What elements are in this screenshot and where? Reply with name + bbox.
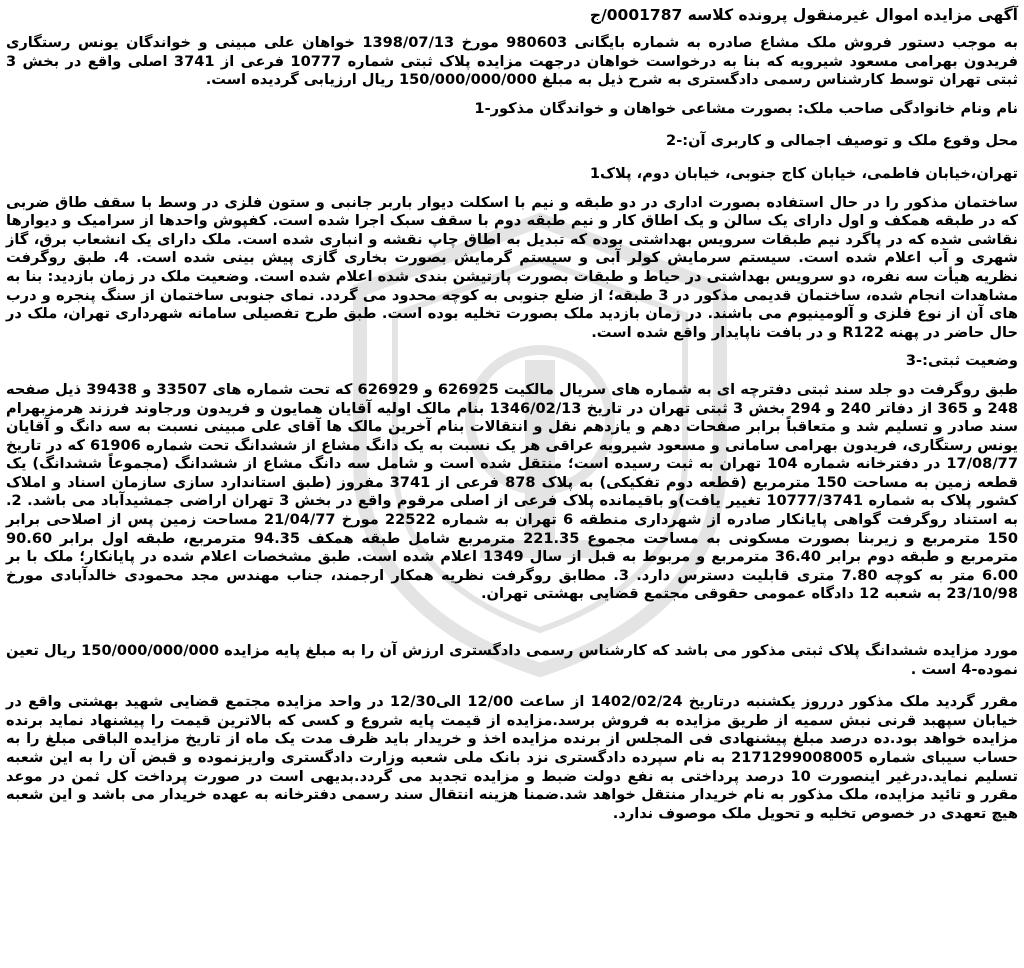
property-description: ساختمان مذکور را در حال استفاده بصورت اداری در دو طبقه و نیم با اسکلت دیوار باربر جانبی و ستون فلزی در وسط با سقف طاق ضربی که در طبقه همکف و اول دارای یک سالن و یک اطاق کار و نیم طبقه دوم با سقف سبک اجرا شده است. کفپوش واحدها از سرامیک و دیوارها نقاشی شده که در پاگرد نیم طبقات سرویس بهداشتی بوده که تبدیل به اطاق چاپ نقشه و انباری شده است. ملک دارای یک انشعاب برق، گاز شهری و آب اعلام شده است. سیستم سرمایش کولر آبی و سیستم گرمایش بصورت بخاری گازی پیش بینی شده است. 4. طبق روگرفت نظریه هیأت سه نفره، دو سرویس بهداشتی در حیاط و طبقات بصورت پارتیشن بندی شده اعلام شده است. وضعیت ملک در زمان بازدید: بنا به مشاهدات انجام شده، ساختمان قدیمی مذکور در 3 طبقه؛ از ضلع جنوبی به کوچه محدود می گردد. نمای جنوبی ساختمان از سنگ پنجره و درب های آن از نوع فلزی و آلومینیوم می باشند. در زمان بازدید ملک بصورت تخلیه بوده است. طبق طرح تفصیلی سامانه شهرداری تهران، ملک در حال حاضر در پهنه R122 و در بافت ناپایدار واقع شده است. xyxy=(6,193,1019,341)
registration-status: طبق روگرفت دو جلد سند ثبتی دفترچه ای به شماره های سریال مالکیت 626925 و 626929 که تحت شماره های 33507 و 39438 ذیل صفحه 248 و 365 از دفاتر 240 و 294 بخش 3 ثبتی تهران در تاریخ 1346/02/13 بنام مالک اولیه آقایان همایون و فریدون ورجاوند فرزند هرمزبهرام سند صادر و تسلیم شد و متعاقباً برابر صفحات دهم و یازدهم نقل و انتقالات بنام آخرین مالک ها آقای علی مبینی نسبت به سه دانگ و آقایان یونس رستگاری، فریدون بهرامی سامانی و مسعود شیرویه عراقی هر یک نسبت به یک دانگ مشاع از ششدانگ تحت شماره 61906 که در تاریخ 17/08/77 در دفترخانه شماره 104 تهران به ثبت رسیده است؛ منتقل شده است و شامل سه دانگ مشاع از ششدانگ (مجموعاً ششدانگ) یک قطعه زمین به مساحت 150 مترمربع (قطعه دوم تفکیکی) به پلاک 878 فرعی از 3741 مفروز (طبق استاندارد سازی سازمان اسناد و املاک کشور پلاک به شماره 10777/3741 تغییر یافت)و باقیمانده پلاک فرعی از اصلی مرقوم واقع در بخش 3 تهران اراضی جمشیدآباد می باشد. 2. به استناد روگرفت گواهی پایانکار صادره از شهرداری منطقه 6 تهران به شماره 22522 مورخ 21/04/77 مساحت زمین پس از اصلاحی برابر 150 مترمربع و زیربنا بصورت مسکونی به مساحت مجموع 221.35 مترمربع شامل طبقه همکف 94.35 مترمربع، طبقه اول برابر 90.60 مترمربع و طبقه دوم برابر 36.40 مترمربع و مربوط به قبل از سال 1349 اعلام شده است. طبق مشخصات اعلام شده در پایانکار؛ ملک با بر 6.00 متر به کوچه 7.80 متری قابلیت دسترس دارد. 3. مطابق روگرفت نظریه همکار ارجمند، جناب مهندس مجد محمودی خالدآبادی مورخ 23/10/98 به شعبه 12 دادگاه عمومی حقوقی مجتمع قضایی بهشتی تهران. xyxy=(6,380,1019,603)
auction-notice xyxy=(6,4,1018,823)
property-address: تهران،خیابان فاطمی، خیابان کاج جنوبی، خیابان دوم، پلاک1 xyxy=(589,164,1018,182)
base-price-paragraph: مورد مزایده ششدانگ پلاک ثبتی مذکور می باشد که کارشناس رسمی دادگستری ارزش آن را به مبلغ پایه مزایده 150/000/000/000 ریال تعین نموده-4 است . xyxy=(6,642,1018,678)
notice-intro: به موجب دستور فروش ملک مشاع صادره به شماره بایگانی 980603 مورخ 1398/07/13 خواهان علی مبینی و خواندگان یونس رستگاری فریدون بهرامی مسعود شیرویه که بنا به درخواست خواهان درجهت مزایده پلاک ثبتی شماره 10777 فرعی از 3741 اصلی واقع در بخش 3 ثبتی تهران توسط کارشناس رسمی دادگستری به شرح ذیل به مبلغ 150/000/000/000 ریال ارزیابی گردیده است. xyxy=(6,34,1019,89)
notice-title: آگهی مزایده اموال غیرمنقول پرونده کلاسه 0001787/ج xyxy=(589,6,1018,24)
auction-terms-paragraph: مقرر گردید ملک مذکور درروز یکشنبه درتاریخ 1402/02/24 از ساعت 12/00 الی12/30 در واحد مزایده مجتمع قضایی شهید بهشتی واقع در خیابان سپهبد قرنی نبش سمیه از طریق مزایده به فروش برسد.مزایده از قیمت پایه شروع و کسی که بالاترین قیمت را پیشنهاد نماید برنده مزایده خواهد بود.ده درصد مبلغ پیشنهادی فی المجلس از برنده مزایده اخذ و خریدار باید ظرف مدت یک ماه از تاریخ مزایده الباقی مبلغ را به حساب سیبای شماره 2171299008005 به نام سپرده دادگستری نزد بانک ملی شعبه وزارت دادگستری واریزنموده و قبض آن را به این شعبه تسلیم نماید.درغیر اینصورت 10 درصد پرداختی به نفع دولت ضبط و مزایده تجدید می گردد.بدیهی است در صورت پرداخت کل ثمن در موعد مقرر و تائید مزایده، ملک مذکور به نام خریدار منتقل خواهد شد.ضمنا هزینه انتقال سند رسمی دفترخانه به عهده خریدار می باشد و این شعبه هیچ تعهدی در خصوص تخلیه و تحویل ملک موصوف ندارد. xyxy=(6,693,1019,822)
location-heading: محل وقوع ملک و توصیف اجمالی و کاربری آن:-2 xyxy=(666,132,1018,150)
owners-line: نام ونام خانوادگی صاحب ملک: بصورت مشاعی خواهان و خواندگان مذکور-1 xyxy=(474,99,1018,117)
registration-heading: وضعیت ثبتی:-3 xyxy=(905,352,1018,370)
